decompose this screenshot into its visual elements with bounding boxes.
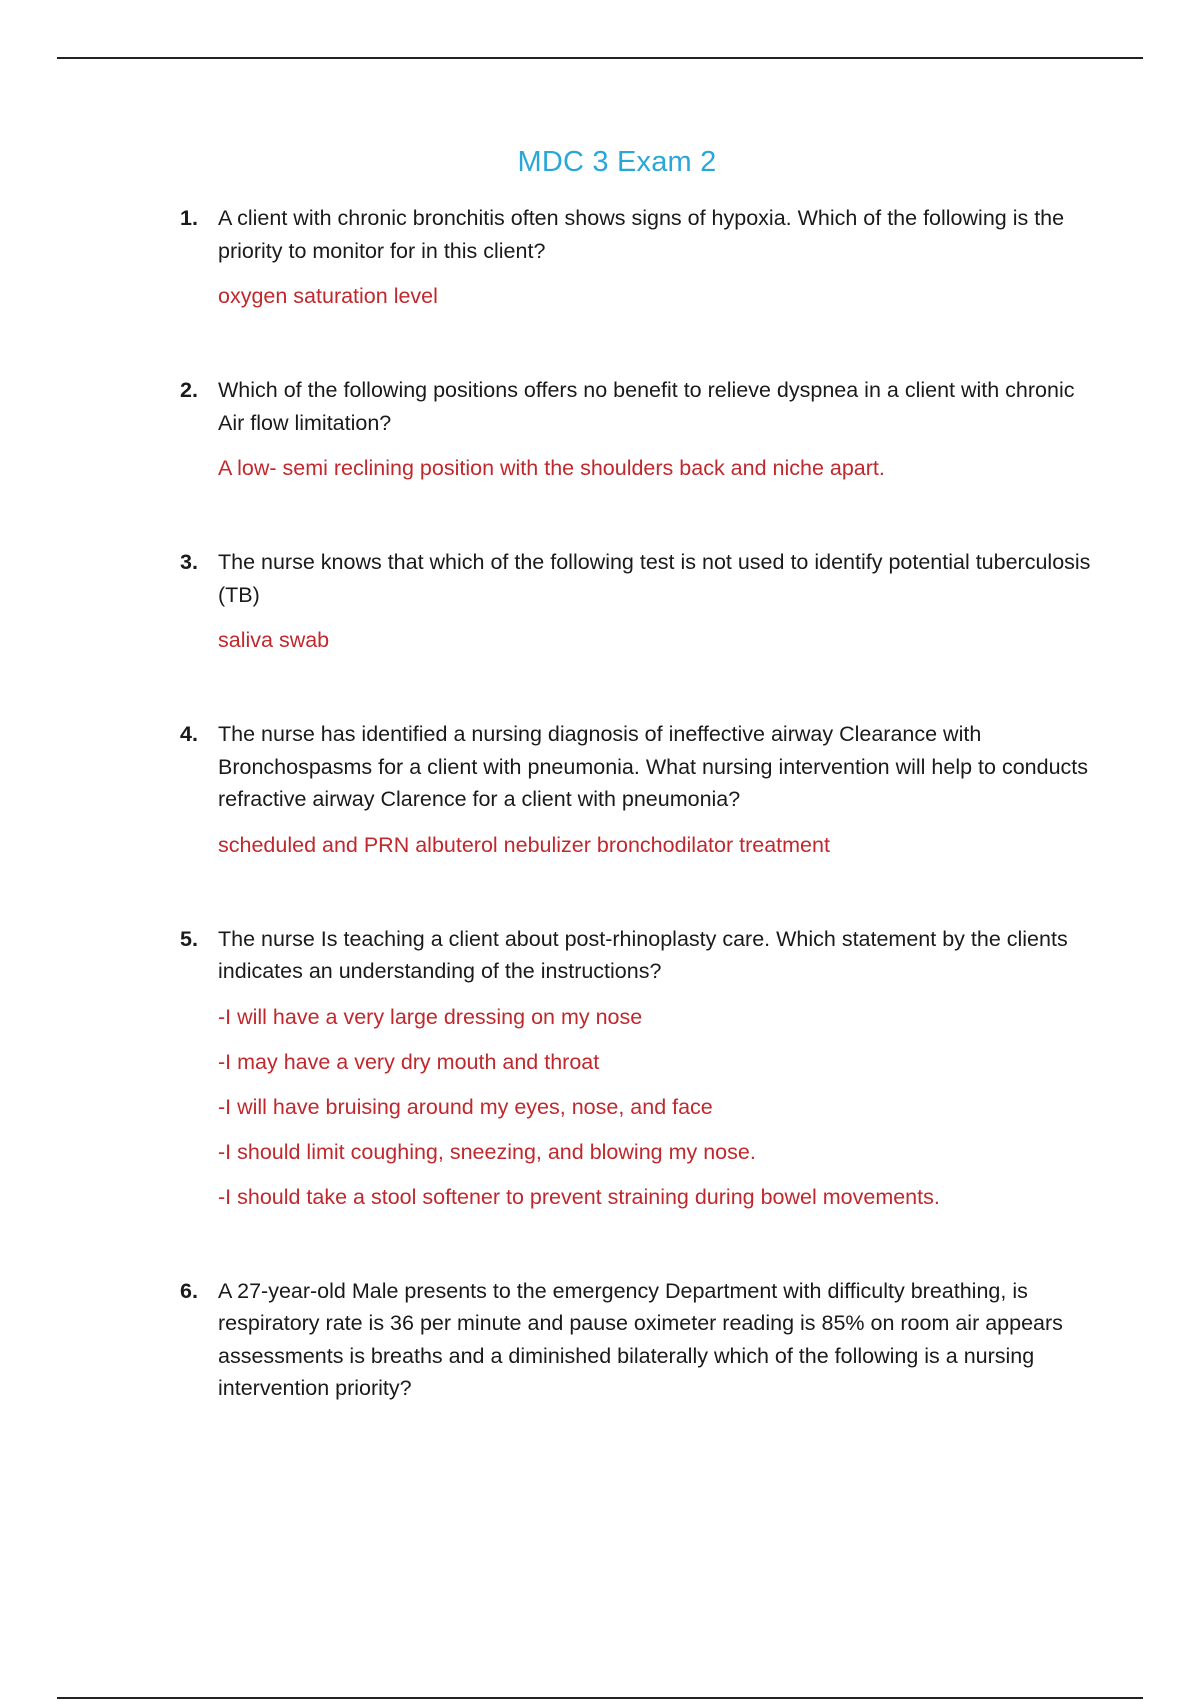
answer-text: -I will have bruising around my eyes, nose, and face <box>218 1094 713 1119</box>
question-list <box>180 202 1100 1405</box>
question-text: The nurse knows that which of the following test is not used to identify potential tuberculosis (TB) <box>218 550 1091 607</box>
answer-text: -I should take a stool softener to prevent straining during bowel movements. <box>218 1184 940 1209</box>
question-1 <box>180 202 1100 312</box>
question-number: 4. <box>180 722 198 746</box>
question-text: Which of the following positions offers no benefit to relieve dyspnea in a client with chronic Air flow limitation? <box>218 378 1075 435</box>
answer-text: -I will have a very large dressing on my nose <box>218 1004 643 1029</box>
question-number: 5. <box>180 926 198 951</box>
answer-text: -I should limit coughing, sneezing, and blowing my nose. <box>218 1139 756 1164</box>
question-6 <box>180 1275 1100 1405</box>
question-number: 6. <box>180 1278 198 1303</box>
question-text: A 27-year-old Male presents to the emergency Department with difficulty breathing, is respiratory rate is 36 per minute and pause oximeter reading is 85% on room air appears assessments is breaths and a diminished bilaterally which of the following is a nursing intervention priority? <box>218 1278 1063 1400</box>
answer-text: saliva swab <box>218 628 330 652</box>
question-number: 2. <box>180 378 198 402</box>
question-4 <box>180 718 1100 861</box>
answer-text: scheduled and PRN albuterol nebulizer bronchodilator treatment <box>218 832 830 857</box>
top-rule <box>57 57 1143 59</box>
question-5 <box>180 923 1100 1213</box>
question-2 <box>180 374 1100 484</box>
answer-text: A low- semi reclining position with the shoulders back and niche apart. <box>218 456 885 480</box>
bottom-rule <box>57 1697 1143 1699</box>
question-3 <box>180 546 1100 656</box>
question-number: 1. <box>180 206 198 230</box>
page-title: MDC 3 Exam 2 <box>517 146 717 178</box>
answer-text: -I may have a very dry mouth and throat <box>218 1049 600 1074</box>
question-text: The nurse Is teaching a client about post-rhinoplasty care. Which statement by the clients indicates an understanding of the instructions? <box>218 926 1068 983</box>
answer-text: oxygen saturation level <box>218 284 438 308</box>
question-text: A client with chronic bronchitis often shows signs of hypoxia. Which of the following is the priority to monitor for in this client? <box>218 206 1065 263</box>
question-number: 3. <box>180 550 198 574</box>
question-text: The nurse has identified a nursing diagnosis of ineffective airway Clearance with Bronchospasms for a client with pneumonia. What nursing intervention will help to conducts refractive airway Clarence for a client with pneumonia? <box>218 722 1089 811</box>
